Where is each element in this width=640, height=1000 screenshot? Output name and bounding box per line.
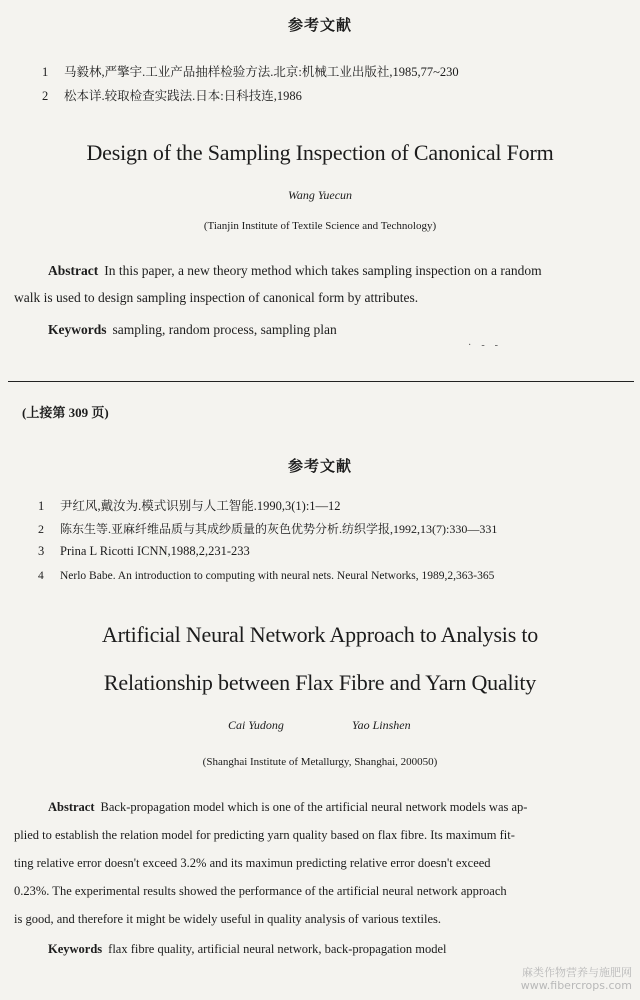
- reference-2-4: 4 Nerlo Babe. An introduction to computing with neural nets. Neural Networks, 1989,2,363-365: [38, 570, 495, 582]
- abstract-line-2-4: 0.23%. The experimental results showed the performance of the artificial neural network approach: [14, 884, 507, 898]
- reference-2-1: 1 尹红风,戴汝为.模式识别与人工智能.1990,3(1):1—12: [38, 499, 341, 513]
- watermark-line-2: www.fibercrops.com: [520, 979, 632, 992]
- section-divider: [8, 381, 634, 382]
- paper-title-2-line-1: Artificial Neural Network Approach to Analysis to: [101, 622, 539, 647]
- affiliation-2: (Shanghai Institute of Metallurgy, Shanghai, 200050): [202, 756, 438, 768]
- keywords-label-1: Keywords: [48, 322, 107, 337]
- author-2-2: Yao Linshen: [352, 718, 411, 732]
- reference-1-2: 2 松本详.较取检查实践法.日本:日科技连,1986: [42, 89, 302, 103]
- abstract-line-2-3: ting relative error doesn't exceed 3.2% and its maximun predicting relative error doesn't exceed: [14, 856, 491, 870]
- abstract-line-1-2: walk is used to design sampling inspection of canonical form by attributes.: [14, 290, 419, 305]
- abstract-line-2-5: is good, and therefore it might be widely useful in quality analysis of various textiles.: [14, 912, 441, 926]
- abstract-line-1-1: Abstract In this paper, a new theory method which takes sampling inspection on a random: [48, 263, 542, 278]
- watermark: [521, 966, 632, 992]
- abstract-line-2-1: Abstract Back-propagation model which is one of the artificial neural network models was ap-: [48, 800, 528, 814]
- author-2-1: Cai Yudong: [228, 718, 284, 732]
- scan-specks: · - -: [468, 340, 498, 351]
- abstract-line-2-2: plied to establish the relation model for predicting yarn quality based on flax fibre. Its maximum fit-: [14, 828, 515, 842]
- keywords-1: Keywords sampling, random process, sampling plan: [48, 322, 337, 337]
- keywords-2: Keywords flax fibre quality, artificial neural network, back-propagation model: [48, 942, 447, 956]
- abstract-label-1: Abstract: [48, 263, 99, 278]
- paper-title-1: Design of the Sampling Inspection of Canonical Form: [86, 140, 554, 165]
- paper-title-2-line-2: Relationship between Flax Fibre and Yarn Quality: [103, 670, 537, 695]
- affiliation-1: (Tianjin Institute of Textile Science and Technology): [203, 220, 437, 232]
- abstract-label-2: Abstract: [48, 800, 95, 814]
- continued-note: (上接第 309 页): [22, 405, 109, 420]
- references-heading-2: 参考文献: [287, 459, 352, 475]
- reference-1-1: 1 马毅林,严擎宇.工业产品抽样检验方法.北京:机械工业出版社,1985,77~230: [42, 65, 459, 79]
- references-heading-1: 参考文献: [287, 18, 352, 34]
- keywords-label-2: Keywords: [48, 942, 103, 956]
- reference-2-3: 3 Prina L Ricotti ICNN,1988,2,231-233: [38, 544, 250, 558]
- reference-2-2: 2 陈东生等.亚麻纤维品质与其成纱质量的灰色优势分析.纺织学报,1992,13(7):330—331: [38, 522, 498, 536]
- watermark-line-1: 麻类作物营养与施肥网: [522, 966, 632, 979]
- author-1: Wang Yuecun: [287, 188, 353, 202]
